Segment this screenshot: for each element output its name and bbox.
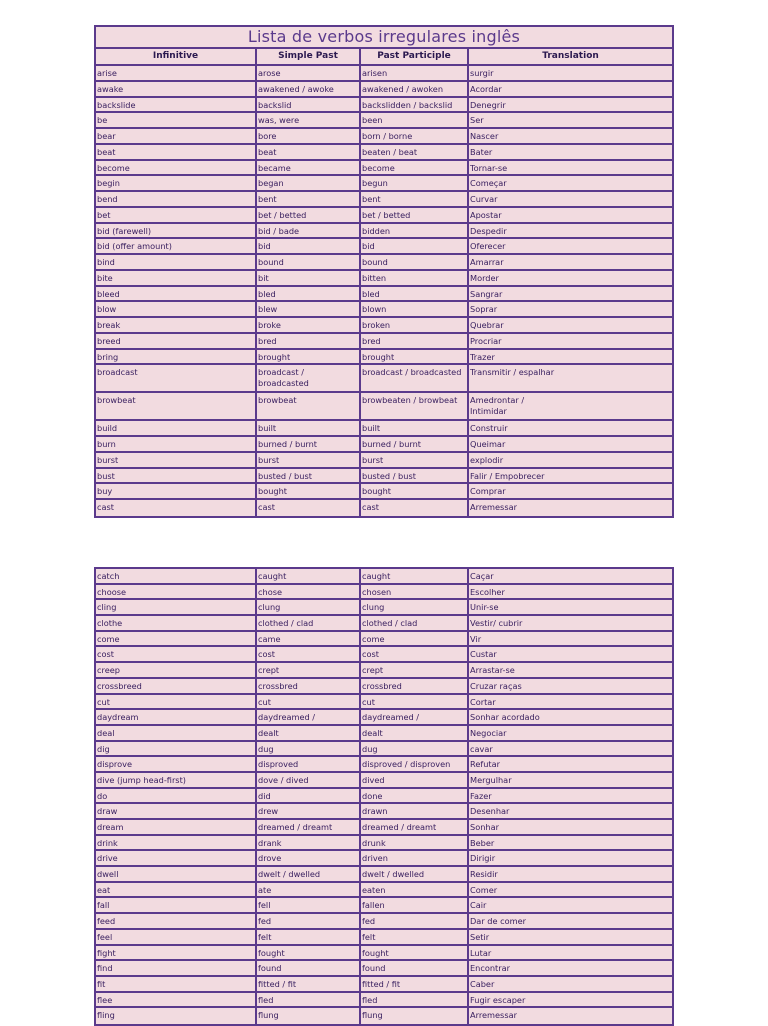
table-1-body: [96, 66, 672, 516]
cell-infinitive: draw: [96, 804, 257, 818]
cell-infinitive: crossbreed: [96, 679, 257, 693]
cell-simple-past: caught: [257, 569, 361, 583]
cell-infinitive: break: [96, 318, 257, 332]
cell-simple-past: dove / dived: [257, 773, 361, 787]
cell-past-participle: cost: [361, 647, 469, 661]
table-row: [96, 66, 672, 82]
cell-translation: Vestir/ cubrir: [470, 618, 523, 629]
cell-infinitive: browbeat: [96, 393, 257, 419]
cell-translation: Acordar: [470, 83, 502, 94]
header-row: [96, 49, 672, 66]
cell-simple-past: broke: [257, 318, 361, 332]
table-row: [96, 393, 672, 421]
cell-simple-past: built: [257, 421, 361, 435]
cell-infinitive: bet: [96, 208, 257, 222]
cell-past-participle: chosen: [361, 585, 469, 599]
cell-simple-past: chose: [257, 585, 361, 599]
cell-infinitive: do: [96, 789, 257, 803]
cell-past-participle: fed: [361, 914, 469, 928]
table-row: [96, 836, 672, 852]
cell-simple-past: blew: [257, 302, 361, 316]
cell-translation: Fugir escaper: [470, 994, 526, 1005]
cell-translation: Sonhar: [470, 822, 499, 832]
cell-simple-past: drew: [257, 804, 361, 818]
cell-past-participle: awakened / awoken: [361, 82, 469, 96]
cell-infinitive: eat: [96, 883, 257, 897]
cell-simple-past: clothed / clad: [257, 616, 361, 630]
cell-translation: Construir: [470, 423, 508, 434]
cell-infinitive: daydream: [96, 710, 257, 724]
table-row: [96, 484, 672, 500]
cell-translation: Cair: [470, 900, 487, 911]
table-row: [96, 632, 672, 648]
cell-translation: Cruzar raças: [470, 680, 522, 691]
table-row: [96, 789, 672, 805]
cell-past-participle: beaten / beat: [361, 145, 469, 159]
table-row: [96, 961, 672, 977]
cell-simple-past: beat: [257, 145, 361, 159]
cell-infinitive: clothe: [96, 616, 257, 630]
cell-past-participle: drawn: [361, 804, 469, 818]
cell-past-participle: arisen: [361, 66, 469, 80]
table-row: [96, 820, 672, 836]
cell-infinitive: build: [96, 421, 257, 435]
cell-past-participle: done: [361, 789, 469, 803]
cell-translation: Sonhar acordado: [470, 712, 540, 723]
cell-translation: Transmitir / espalhar: [470, 367, 555, 378]
cell-infinitive: fit: [96, 977, 257, 991]
cell-infinitive: dig: [96, 742, 257, 756]
cell-translation: cavar: [470, 743, 493, 754]
cell-past-participle: caught: [361, 569, 469, 583]
cell-simple-past: dwelt / dwelled: [257, 867, 361, 881]
table-row: [96, 914, 672, 930]
table-row: [96, 287, 672, 303]
cell-translation: Negociar: [470, 727, 507, 738]
verbs-table-1: [94, 25, 674, 518]
cell-translation: Lutar: [470, 947, 492, 958]
cell-past-participle: dealt: [361, 726, 469, 740]
cell-translation: Unir-se: [470, 602, 499, 613]
cell-past-participle: daydreamed /: [361, 710, 469, 724]
cell-simple-past: dug: [257, 742, 361, 756]
cell-infinitive: backslide: [96, 98, 257, 112]
cell-infinitive: broadcast: [96, 365, 257, 391]
cell-translation: Refutar: [470, 759, 501, 770]
cell-past-participle: been: [361, 113, 469, 127]
table-row: [96, 318, 672, 334]
cell-translation: Despedir: [470, 225, 507, 236]
cell-past-participle: driven: [361, 851, 469, 865]
cell-infinitive: dwell: [96, 867, 257, 881]
cell-simple-past: bent: [257, 192, 361, 206]
cell-translation: Mergulhar: [470, 774, 512, 785]
cell-translation: Trazer: [470, 351, 495, 362]
cell-simple-past: fought: [257, 946, 361, 960]
cell-simple-past: cost: [257, 647, 361, 661]
cell-past-participle: bet / betted: [361, 208, 469, 222]
cell-simple-past: bit: [257, 271, 361, 285]
cell-simple-past: browbeat: [257, 393, 361, 419]
table-title: Lista de verbos irregulares inglês: [96, 27, 672, 49]
cell-past-participle: blown: [361, 302, 469, 316]
cell-translation: Denegrir: [470, 99, 506, 110]
cell-past-participle: come: [361, 632, 469, 646]
cell-simple-past: came: [257, 632, 361, 646]
cell-translation: Comer: [470, 884, 498, 895]
table-row: [96, 946, 672, 962]
cell-infinitive: blow: [96, 302, 257, 316]
cell-simple-past: bled: [257, 287, 361, 301]
cell-infinitive: bind: [96, 255, 257, 269]
cell-simple-past: crossbred: [257, 679, 361, 693]
cell-infinitive: deal: [96, 726, 257, 740]
table-2-body: [96, 569, 672, 1024]
cell-infinitive: choose: [96, 585, 257, 599]
table-row: [96, 695, 672, 711]
cell-past-participle: become: [361, 161, 469, 175]
cell-past-participle: felt: [361, 930, 469, 944]
cell-past-participle: fought: [361, 946, 469, 960]
cell-infinitive: feed: [96, 914, 257, 928]
cell-past-participle: drunk: [361, 836, 469, 850]
cell-infinitive: cost: [96, 647, 257, 661]
cell-past-participle: disproved / disproven: [361, 757, 469, 771]
cell-past-participle: crept: [361, 663, 469, 677]
header-translation: Translation: [542, 51, 599, 61]
table-row: [96, 679, 672, 695]
table-row: [96, 350, 672, 366]
cell-past-participle: bid: [361, 239, 469, 253]
cell-infinitive: cast: [96, 500, 257, 516]
cell-translation: Arremessar: [470, 502, 517, 512]
cell-translation: Dar de comer: [470, 916, 527, 927]
table-row: [96, 726, 672, 742]
cell-translation: Amedrontar / Intimidar: [470, 395, 525, 417]
cell-simple-past: did: [257, 789, 361, 803]
cell-infinitive: burn: [96, 437, 257, 451]
cell-infinitive: breed: [96, 334, 257, 348]
cell-simple-past: cut: [257, 695, 361, 709]
cell-past-participle: broadcast / broadcasted: [361, 365, 469, 391]
cell-past-participle: begun: [361, 176, 469, 190]
cell-past-participle: flung: [361, 1008, 469, 1024]
cell-simple-past: bid: [257, 239, 361, 253]
cell-simple-past: cast: [257, 500, 361, 516]
cell-translation: explodir: [470, 454, 504, 465]
cell-translation: Começar: [470, 178, 507, 189]
cell-past-participle: broken: [361, 318, 469, 332]
cell-translation: Comprar: [470, 486, 506, 497]
cell-simple-past: disproved: [257, 757, 361, 771]
cell-past-participle: brought: [361, 350, 469, 364]
cell-infinitive: catch: [96, 569, 257, 583]
cell-translation: Vir: [470, 633, 482, 644]
cell-infinitive: creep: [96, 663, 257, 677]
cell-translation: Arrastar-se: [470, 665, 515, 676]
table-row: [96, 647, 672, 663]
cell-simple-past: bid / bade: [257, 224, 361, 238]
table-row: [96, 773, 672, 789]
table-row: [96, 977, 672, 993]
cell-past-participle: cast: [361, 500, 469, 516]
cell-simple-past: burned / burnt: [257, 437, 361, 451]
table-row: [96, 757, 672, 773]
cell-translation: Procriar: [470, 335, 502, 346]
cell-past-participle: bent: [361, 192, 469, 206]
cell-simple-past: dealt: [257, 726, 361, 740]
cell-translation: Dirigir: [470, 853, 496, 864]
cell-simple-past: found: [257, 961, 361, 975]
cell-infinitive: be: [96, 113, 257, 127]
cell-past-participle: clothed / clad: [361, 616, 469, 630]
cell-past-participle: fitted / fit: [361, 977, 469, 991]
cell-past-participle: dwelt / dwelled: [361, 867, 469, 881]
cell-translation: Tornar-se: [470, 162, 508, 173]
cell-translation: Escolher: [470, 586, 505, 597]
cell-translation: Quebrar: [470, 320, 504, 330]
cell-infinitive: awake: [96, 82, 257, 96]
cell-translation: Residir: [470, 869, 498, 880]
cell-past-participle: bidden: [361, 224, 469, 238]
cell-past-participle: burned / burnt: [361, 437, 469, 451]
cell-simple-past: ate: [257, 883, 361, 897]
table-row: [96, 883, 672, 899]
table-row: [96, 569, 672, 585]
cell-infinitive: drive: [96, 851, 257, 865]
header-simple-past: Simple Past: [257, 49, 361, 64]
table-row: [96, 993, 672, 1009]
cell-simple-past: felt: [257, 930, 361, 944]
table-row: [96, 98, 672, 114]
cell-translation: Soprar: [470, 304, 498, 315]
table-row: [96, 208, 672, 224]
cell-infinitive: dream: [96, 820, 257, 834]
cell-past-participle: born / borne: [361, 129, 469, 143]
cell-translation: Caber: [470, 978, 495, 989]
cell-infinitive: cling: [96, 600, 257, 614]
cell-translation: Amarrar: [470, 257, 504, 267]
cell-past-participle: backslidden / backslid: [361, 98, 469, 112]
cell-infinitive: burst: [96, 453, 257, 467]
cell-translation: Morder: [470, 272, 499, 283]
cell-infinitive: fight: [96, 946, 257, 960]
table-row: [96, 239, 672, 255]
verbs-table-2: [94, 567, 674, 1026]
cell-past-participle: dug: [361, 742, 469, 756]
table-row: [96, 742, 672, 758]
cell-past-participle: fled: [361, 993, 469, 1007]
cell-simple-past: busted / bust: [257, 469, 361, 483]
cell-translation: Curvar: [470, 194, 498, 204]
cell-past-participle: clung: [361, 600, 469, 614]
cell-translation: Fazer: [470, 790, 492, 801]
cell-simple-past: awakened / awoke: [257, 82, 361, 96]
cell-simple-past: burst: [257, 453, 361, 467]
table-row: [96, 192, 672, 208]
table-row: [96, 82, 672, 98]
table-row: [96, 302, 672, 318]
cell-infinitive: bring: [96, 350, 257, 364]
table-row: [96, 255, 672, 271]
cell-simple-past: flung: [257, 1008, 361, 1024]
cell-translation: Setir: [470, 931, 490, 942]
header-infinitive: Infinitive: [96, 49, 257, 64]
cell-translation: Desenhar: [470, 806, 510, 817]
table-row: [96, 145, 672, 161]
cell-past-participle: bound: [361, 255, 469, 269]
cell-past-participle: fallen: [361, 898, 469, 912]
table-row: [96, 1008, 672, 1024]
table-row: [96, 804, 672, 820]
cell-past-participle: found: [361, 961, 469, 975]
table-row: [96, 851, 672, 867]
cell-simple-past: bred: [257, 334, 361, 348]
table-row: [96, 867, 672, 883]
cell-simple-past: arose: [257, 66, 361, 80]
cell-infinitive: bust: [96, 469, 257, 483]
cell-infinitive: disprove: [96, 757, 257, 771]
table-row: [96, 365, 672, 393]
cell-infinitive: drink: [96, 836, 257, 850]
cell-simple-past: broadcast / broadcasted: [257, 365, 361, 391]
table-row: [96, 437, 672, 453]
cell-simple-past: fell: [257, 898, 361, 912]
cell-translation: Arremessar: [470, 1010, 517, 1021]
cell-simple-past: bet / betted: [257, 208, 361, 222]
table-row: [96, 271, 672, 287]
cell-infinitive: buy: [96, 484, 257, 498]
cell-translation: Custar: [470, 649, 497, 660]
cell-infinitive: bear: [96, 129, 257, 143]
table-row: [96, 334, 672, 350]
cell-past-participle: bought: [361, 484, 469, 498]
cell-simple-past: daydreamed /: [257, 710, 361, 724]
cell-simple-past: fed: [257, 914, 361, 928]
cell-infinitive: bid (farewell): [96, 224, 257, 238]
table-row: [96, 898, 672, 914]
cell-past-participle: burst: [361, 453, 469, 467]
cell-simple-past: brought: [257, 350, 361, 364]
cell-infinitive: come: [96, 632, 257, 646]
cell-translation: Cortar: [470, 696, 496, 707]
cell-simple-past: bound: [257, 255, 361, 269]
table-row: [96, 500, 672, 516]
cell-simple-past: fitted / fit: [257, 977, 361, 991]
table-row: [96, 161, 672, 177]
cell-simple-past: bore: [257, 129, 361, 143]
cell-simple-past: fled: [257, 993, 361, 1007]
cell-translation: Oferecer: [470, 241, 506, 252]
cell-past-participle: busted / bust: [361, 469, 469, 483]
cell-translation: Caçar: [470, 571, 494, 581]
cell-infinitive: beat: [96, 145, 257, 159]
cell-simple-past: drank: [257, 836, 361, 850]
cell-translation: Queimar: [470, 439, 506, 449]
cell-past-participle: cut: [361, 695, 469, 709]
cell-simple-past: crept: [257, 663, 361, 677]
table-row: [96, 453, 672, 469]
cell-infinitive: begin: [96, 176, 257, 190]
cell-simple-past: was, were: [257, 113, 361, 127]
cell-infinitive: bid (offer amount): [96, 239, 257, 253]
cell-infinitive: arise: [96, 66, 257, 80]
cell-infinitive: cut: [96, 695, 257, 709]
table-row: [96, 224, 672, 240]
table-row: [96, 663, 672, 679]
cell-translation: Apostar: [470, 209, 502, 220]
cell-infinitive: bite: [96, 271, 257, 285]
cell-translation: Bater: [470, 146, 493, 157]
table-row: [96, 585, 672, 601]
cell-simple-past: drove: [257, 851, 361, 865]
cell-infinitive: feel: [96, 930, 257, 944]
cell-translation: Beber: [470, 837, 495, 848]
cell-infinitive: bleed: [96, 287, 257, 301]
cell-infinitive: bend: [96, 192, 257, 206]
table-row: [96, 113, 672, 129]
table-row: [96, 600, 672, 616]
cell-translation: Sangrar: [470, 288, 503, 299]
cell-infinitive: flee: [96, 993, 257, 1007]
cell-past-participle: dreamed / dreamt: [361, 820, 469, 834]
cell-simple-past: bought: [257, 484, 361, 498]
cell-translation: Nascer: [470, 131, 499, 141]
cell-past-participle: bitten: [361, 271, 469, 285]
header-past-participle: Past Participle: [361, 49, 469, 64]
cell-simple-past: became: [257, 161, 361, 175]
cell-infinitive: dive (jump head-first): [96, 773, 257, 787]
cell-past-participle: bled: [361, 287, 469, 301]
cell-past-participle: built: [361, 421, 469, 435]
table-row: [96, 930, 672, 946]
cell-infinitive: become: [96, 161, 257, 175]
table-row: [96, 421, 672, 437]
cell-past-participle: bred: [361, 334, 469, 348]
cell-past-participle: crossbred: [361, 679, 469, 693]
table-row: [96, 710, 672, 726]
table-row: [96, 176, 672, 192]
table-row: [96, 469, 672, 485]
cell-past-participle: browbeaten / browbeat: [361, 393, 469, 419]
cell-translation: Encontrar: [470, 963, 511, 974]
cell-simple-past: clung: [257, 600, 361, 614]
cell-translation: Falir / Empobrecer: [470, 470, 545, 481]
cell-infinitive: find: [96, 961, 257, 975]
cell-translation: Ser: [470, 115, 484, 126]
cell-past-participle: dived: [361, 773, 469, 787]
cell-simple-past: backslid: [257, 98, 361, 112]
cell-infinitive: fall: [96, 898, 257, 912]
cell-simple-past: dreamed / dreamt: [257, 820, 361, 834]
table-row: [96, 129, 672, 145]
cell-infinitive: fling: [96, 1008, 257, 1024]
table-row: [96, 616, 672, 632]
cell-past-participle: eaten: [361, 883, 469, 897]
cell-simple-past: began: [257, 176, 361, 190]
cell-translation: surgir: [470, 68, 494, 78]
